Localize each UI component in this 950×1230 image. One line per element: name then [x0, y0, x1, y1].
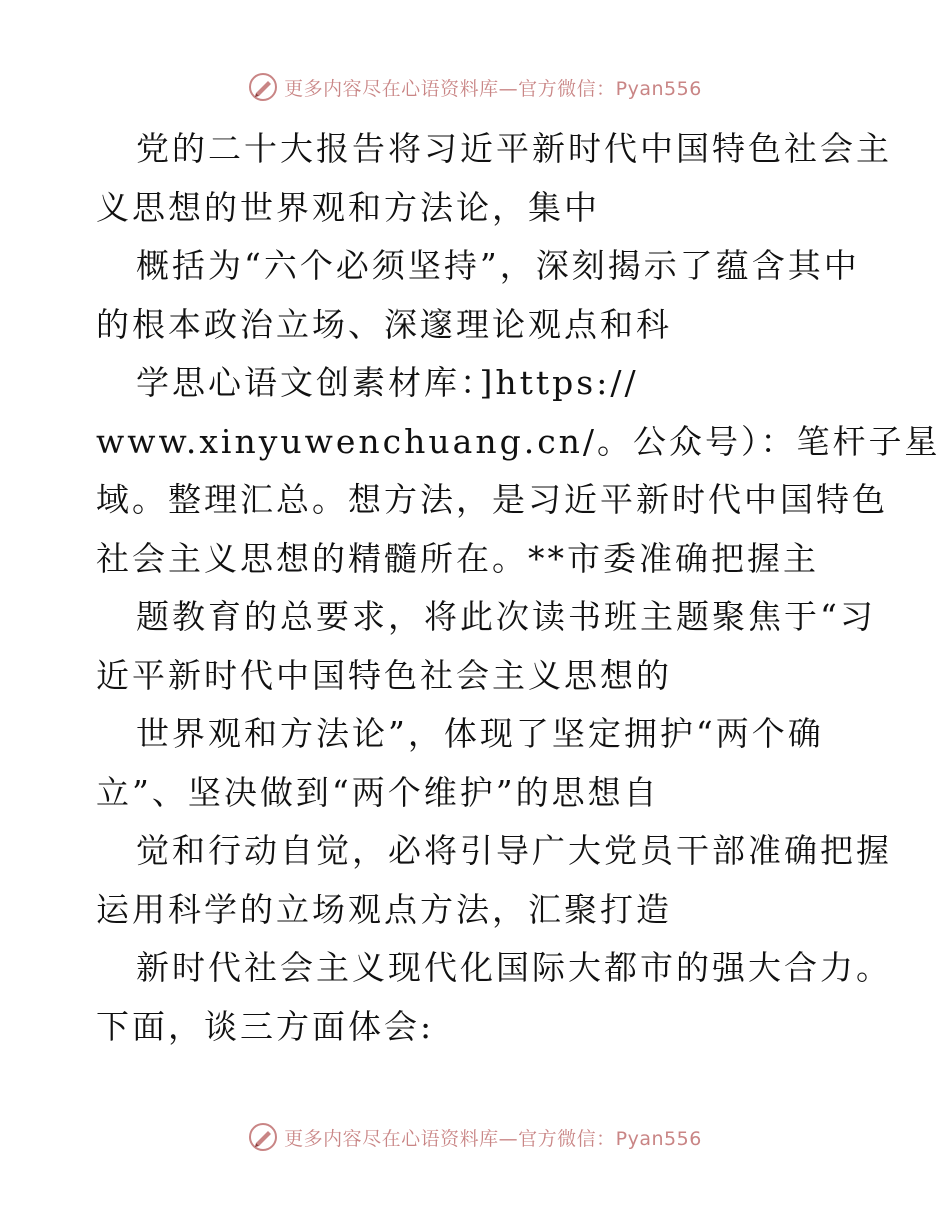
text-line: 觉和行动自觉，必将引导广大党员干部准确把握	[136, 831, 892, 870]
text-line: www.xinyuwenchuang.cn/。公众号）：笔杆子星	[96, 421, 941, 461]
text-line: 域。整理汇总。想方法，是习近平新时代中国特色	[96, 480, 888, 519]
text-line: 立”、坚决做到“两个维护”的思想自	[96, 772, 660, 812]
text-line: 的根本政治立场、深邃理论观点和科	[96, 304, 672, 344]
text-line: 义思想的世界观和方法论，集中	[96, 187, 600, 227]
footer-watermark	[0, 1122, 950, 1152]
watermark-text: 更多内容尽在心语资料库—官方微信：Pyan556	[284, 1127, 702, 1150]
text-line: 下面，谈三方面体会:	[96, 1006, 435, 1046]
text-line: 题教育的总要求，将此次读书班主题聚焦于“习	[136, 597, 876, 636]
text-line: 运用科学的立场观点方法，汇聚打造	[96, 889, 672, 929]
text-line: 世界观和方法论”，体现了坚定拥护“两个确	[136, 714, 824, 753]
watermark-text: 更多内容尽在心语资料库—官方微信：Pyan556	[284, 77, 702, 100]
text-line: 党的二十大报告将习近平新时代中国特色社会主	[136, 129, 892, 168]
text-line: 社会主义思想的精髓所在。**市委准确把握主	[96, 538, 819, 578]
pen-logo-icon	[248, 72, 278, 102]
document-body	[96, 120, 941, 1056]
text-line: 新时代社会主义现代化国际大都市的强大合力。	[136, 948, 892, 987]
text-line: 学思心语文创素材库：]https://	[136, 363, 639, 402]
header-watermark	[0, 72, 950, 102]
text-line: 近平新时代中国特色社会主义思想的	[96, 655, 672, 695]
pen-logo-icon	[248, 1122, 278, 1152]
text-line: 概括为“六个必须坚持”，深刻揭示了蕴含其中	[136, 246, 860, 285]
